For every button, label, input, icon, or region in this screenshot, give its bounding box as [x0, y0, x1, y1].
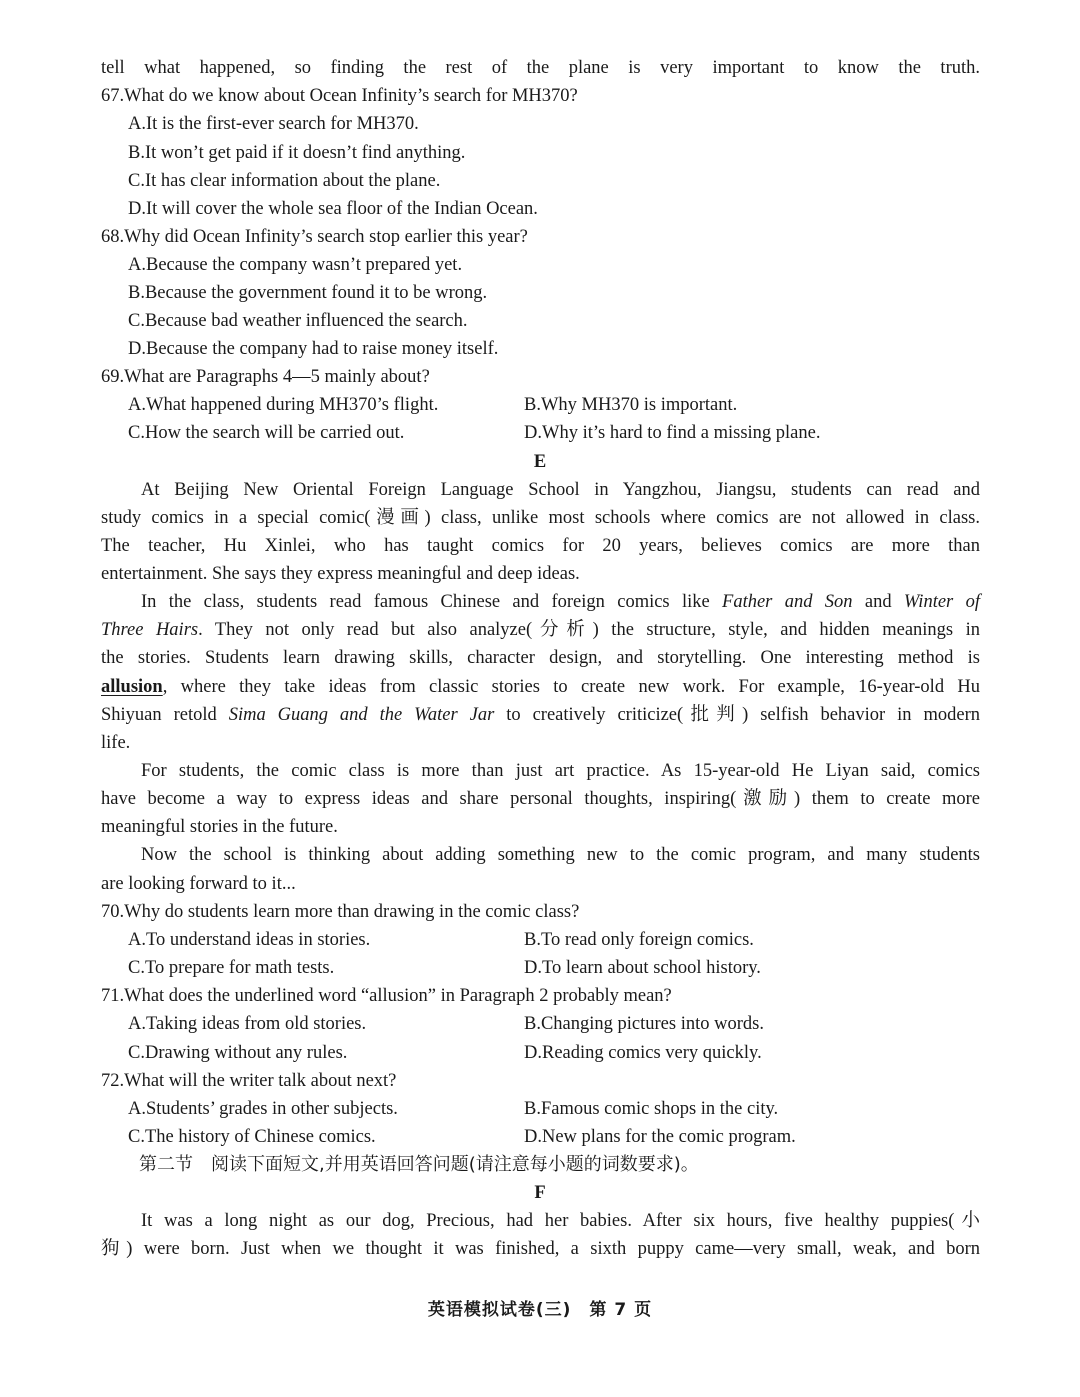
passage-e-p4-line2: are looking forward to it... [101, 874, 296, 894]
p2-text: , where they take ideas from classic stories to create new work. For example, 16-year-old Hu [162, 677, 980, 697]
q67-option-c: C.It has clear information about the plane. [128, 171, 441, 191]
passage-f-line2: 狗) were born. Just when we thought it was finished, a sixth puppy came—very small, weak, and born [101, 1239, 980, 1259]
q68-option-a: A.Because the company wasn’t prepared yet. [128, 255, 463, 275]
passage-e-p3-line3: meaningful stories in the future. [101, 817, 338, 837]
q70-option-d: D.To learn about school history. [524, 958, 761, 978]
q67-option-d: D.It will cover the whole sea floor of the Indian Ocean. [128, 199, 538, 219]
q68-option-b: B.Because the government found it to be wrong. [128, 283, 488, 303]
comic-title-three-hairs: Three Hairs [101, 620, 199, 640]
q72-option-b: B.Famous comic shops in the city. [524, 1099, 779, 1119]
p2-text: Shiyuan retold [101, 705, 229, 725]
q69-option-a: A.What happened during MH370’s flight. [128, 395, 439, 415]
q71-option-c: C.Drawing without any rules. [128, 1043, 348, 1063]
passage-e-p2-line4 [101, 673, 980, 701]
q70-option-a: A.To understand ideas in stories. [128, 930, 371, 950]
q71-option-a: A.Taking ideas from old stories. [128, 1014, 367, 1034]
q68-option-c: C.Because bad weather influenced the search. [128, 311, 468, 331]
comic-title-father-and-son: Father and Son [722, 592, 853, 612]
section-e-heading: E [533, 452, 547, 472]
passage-e-p1-line3: The teacher, Hu Xinlei, who has taught comics for 20 years, believes comics are more than [101, 536, 980, 556]
passage-e-p1-line1: At Beijing New Oriental Foreign Language School in Yangzhou, Jiangsu, students can read and [141, 480, 980, 500]
p2-text: . They not only read but also analyze(分析) the structure, style, and hidden meanings in [198, 620, 980, 640]
q69-option-d: D.Why it’s hard to find a missing plane. [524, 423, 821, 443]
question-68: 68.Why did Ocean Infinity’s search stop earlier this year? [101, 227, 528, 247]
q71-option-b: B.Changing pictures into words. [524, 1014, 764, 1034]
question-71: 71.What does the underlined word “allusion” in Paragraph 2 probably mean? [101, 986, 672, 1006]
q67-option-a: A.It is the first-ever search for MH370. [128, 114, 419, 134]
section-2-instructions: 第二节 阅读下面短文,并用英语回答问题(请注意每小题的词数要求)。 [139, 1154, 699, 1175]
story-title-sima-guang: Sima Guang and the Water Jar [228, 705, 495, 725]
underlined-word-allusion: allusion [101, 677, 163, 697]
passage-e-p2-line2 [101, 616, 980, 644]
passage-e-p4-line1: Now the school is thinking about adding something new to the comic program, and many students [141, 845, 980, 865]
question-69: 69.What are Paragraphs 4—5 mainly about? [101, 367, 430, 387]
passage-e-p3-line2: have become a way to express ideas and share personal thoughts, inspiring(激励) them to create more [101, 789, 980, 809]
q72-option-d: D.New plans for the comic program. [524, 1127, 796, 1147]
passage-f-line1: It was a long night as our dog, Precious, had her babies. After six hours, five healthy puppies(小 [141, 1211, 980, 1231]
p2-text: and [852, 592, 904, 612]
passage-e-p2-line6: life. [101, 733, 131, 753]
passage-e-p2-line5 [101, 701, 980, 729]
q72-option-a: A.Students’ grades in other subjects. [128, 1099, 398, 1119]
p2-text: In the class, students read famous Chinese and foreign comics like [141, 592, 723, 612]
passage-e-p2-line1 [141, 588, 980, 616]
p2-text: to creatively criticize(批判) selfish behavior in modern [494, 705, 980, 725]
q69-option-c: C.How the search will be carried out. [128, 423, 405, 443]
page-footer: 英语模拟试卷(三) 第 7 页 [427, 1300, 653, 1320]
question-72: 72.What will the writer talk about next? [101, 1071, 397, 1091]
passage-d-tail: tell what happened, so finding the rest of the plane is very important to know the truth. [101, 58, 980, 78]
q69-option-b: B.Why MH370 is important. [524, 395, 738, 415]
question-67: 67.What do we know about Ocean Infinity’s search for MH370? [101, 86, 578, 106]
q70-option-c: C.To prepare for math tests. [128, 958, 335, 978]
passage-e-p3-line1: For students, the comic class is more than just art practice. As 15-year-old He Liyan said, comics [141, 761, 980, 781]
question-70: 70.Why do students learn more than drawing in the comic class? [101, 902, 580, 922]
passage-e-p1-line4: entertainment. She says they express meaningful and deep ideas. [101, 564, 580, 584]
section-f-heading: F [534, 1183, 546, 1203]
comic-title-winter-of: Winter of [903, 592, 980, 612]
q70-option-b: B.To read only foreign comics. [524, 930, 754, 950]
q67-option-b: B.It won’t get paid if it doesn’t find anything. [128, 143, 466, 163]
q68-option-d: D.Because the company had to raise money itself. [128, 339, 499, 359]
passage-e-p2-line3: the stories. Students learn drawing skills, character design, and storytelling. One interesting method is [101, 648, 980, 668]
q72-option-c: C.The history of Chinese comics. [128, 1127, 376, 1147]
passage-e-p1-line2: study comics in a special comic(漫画) class, unlike most schools where comics are not allowed in class. [101, 508, 980, 528]
q71-option-d: D.Reading comics very quickly. [524, 1043, 762, 1063]
